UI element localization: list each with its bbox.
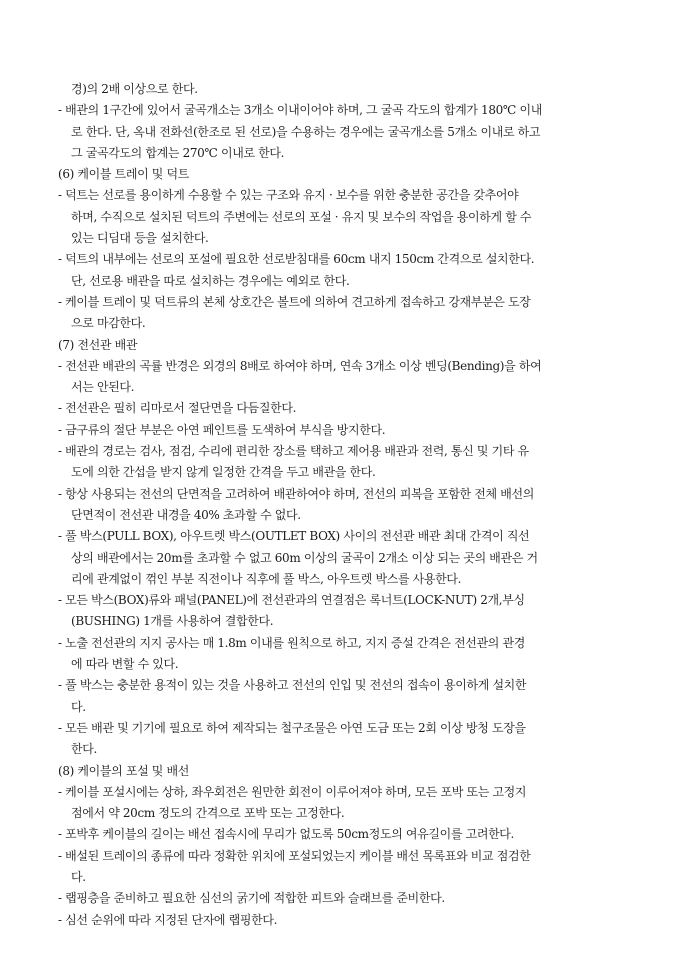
text-line: 단면적이 전선관 내경을 40% 초과할 수 없다. [71,507,301,522]
bullet-line: - 랩핑층을 준비하고 필요한 심선의 굵기에 적합한 피트와 슬래브를 준비한다. [58,891,445,906]
bullet-line: - 배관의 1구간에 있어서 굴곡개소는 3개소 이내이어야 하며, 그 굴곡 각도의 합계가 180℃ 이내 [58,103,542,118]
bullet-line: - 모든 배관 및 기기에 필요로 하여 제작되는 철구조물은 아연 도금 또는 2회 이상 방청 도장을 [58,720,526,735]
bullet-line: - 항상 사용되는 전선의 단면적을 고려하여 배관하여야 하며, 전선의 피복을 포함한 전체 배선의 [58,486,534,501]
bullet-line: - 전선관은 필히 리마로서 절단면을 다듬질한다. [58,401,297,416]
bullet-line: - 노출 전선관의 지지 공사는 매 1.8m 이내를 원칙으로 하고, 지지 증설 간격은 전선관의 관경 [58,635,525,650]
bullet-line: - 배관의 경로는 검사, 점검, 수리에 편리한 장소를 택하고 제어용 배관과 전력, 통신 및 기타 유 [58,444,529,459]
text-line: (BUSHING) 1개를 사용하여 결합한다. [71,614,274,629]
text-line: 다. [71,869,86,884]
text-line: 도에 의한 간섭을 받지 않게 일정한 간격을 두고 배관을 한다. [71,465,376,480]
bullet-line: - 포박후 케이블의 길이는 배선 접속시에 무리가 없도록 50cm정도의 여유길이를 고려한다. [58,827,515,842]
text-line: 서는 안된다. [71,380,135,395]
section-heading: (7) 전선관 배관 [58,337,138,352]
text-line: 로 한다. 단, 옥내 전화선(한조로 된 선로)을 수용하는 경우에는 굴곡개소를 5개소 이내로 하고 [71,124,541,139]
bullet-line: - 덕트는 선로를 용이하게 수용할 수 있는 구조와 유지 · 보수를 위한 충분한 공간을 갖추어야 [58,188,519,203]
section-heading: (6) 케이블 트레이 및 덕트 [58,167,189,182]
bullet-line: - 금구류의 절단 부분은 아연 페인트를 도색하여 부식을 방지한다. [58,422,386,437]
text-line: 다. [71,699,86,714]
text-line: 경)의 2배 이상으로 한다. [71,82,198,96]
text-line: 상의 배관에서는 20m를 초과할 수 없고 60m 이상의 굴곡이 2개소 이상 되는 곳의 배관은 거 [71,550,538,565]
bullet-line: - 케이블 트레이 및 덕트류의 본체 상호간은 볼트에 의하여 견고하게 접속하고 강재부분은 도장 [58,294,531,309]
bullet-line: - 풀 박스는 충분한 용적이 있는 것을 사용하고 전선의 인입 및 전선의 접속이 용이하게 설치한 [58,678,527,693]
text-line: 점에서 약 20cm 정도의 간격으로 포박 또는 고정한다. [71,806,345,821]
bullet-line: - 전선관 배관의 곡률 반경은 외경의 8배로 하여야 하며, 연속 3개소 이상 벤딩(Bending)을 하여 [58,358,542,373]
document-body [58,79,624,931]
bullet-line: - 모든 박스(BOX)류와 패널(PANEL)에 전선관과의 연결점은 록너트(LOCK-NUT) 2개,부싱 [58,593,525,608]
bullet-line: - 심선 순위에 따라 지정된 단자에 랩핑한다. [58,912,278,927]
text-line: 리에 관계없이 꺾인 부분 직전이나 직후에 풀 박스, 아우트렛 박스를 사용한다. [71,571,462,586]
text-line: 그 굴곡각도의 합계는 270℃ 이내로 한다. [71,145,285,160]
bullet-line: - 배설된 트레이의 종류에 따라 정확한 위치에 포설되었는지 케이블 배선 목록표와 비교 점검한 [58,848,531,863]
bullet-line: - 풀 박스(PULL BOX), 아우트렛 박스(OUTLET BOX) 사이의 전선관 배관 최대 간격이 직선 [58,529,530,544]
text-line: 있는 디딤대 등을 설치한다. [71,231,209,246]
text-line: 으로 마감한다. [71,316,146,331]
text-line: 한다. [71,742,97,757]
text-line: 하며, 수직으로 설치된 덕트의 주변에는 선로의 포설 · 유지 및 보수의 작업을 용이하게 할 수 [71,209,532,224]
text-line: 에 따라 변할 수 있다. [71,657,179,672]
bullet-line: - 케이블 포설시에는 상하, 좌우회전은 원만한 회전이 이루어져야 하며, 모든 포박 또는 고정지 [58,784,527,799]
section-heading: (8) 케이블의 포설 및 배선 [58,763,189,778]
text-line: 단, 선로용 배관을 따로 설치하는 경우에는 예외로 한다. [71,273,350,288]
bullet-line: - 덕트의 내부에는 선로의 포설에 필요한 선로받침대를 60cm 내지 150cm 간격으로 설치한다. [58,252,535,267]
